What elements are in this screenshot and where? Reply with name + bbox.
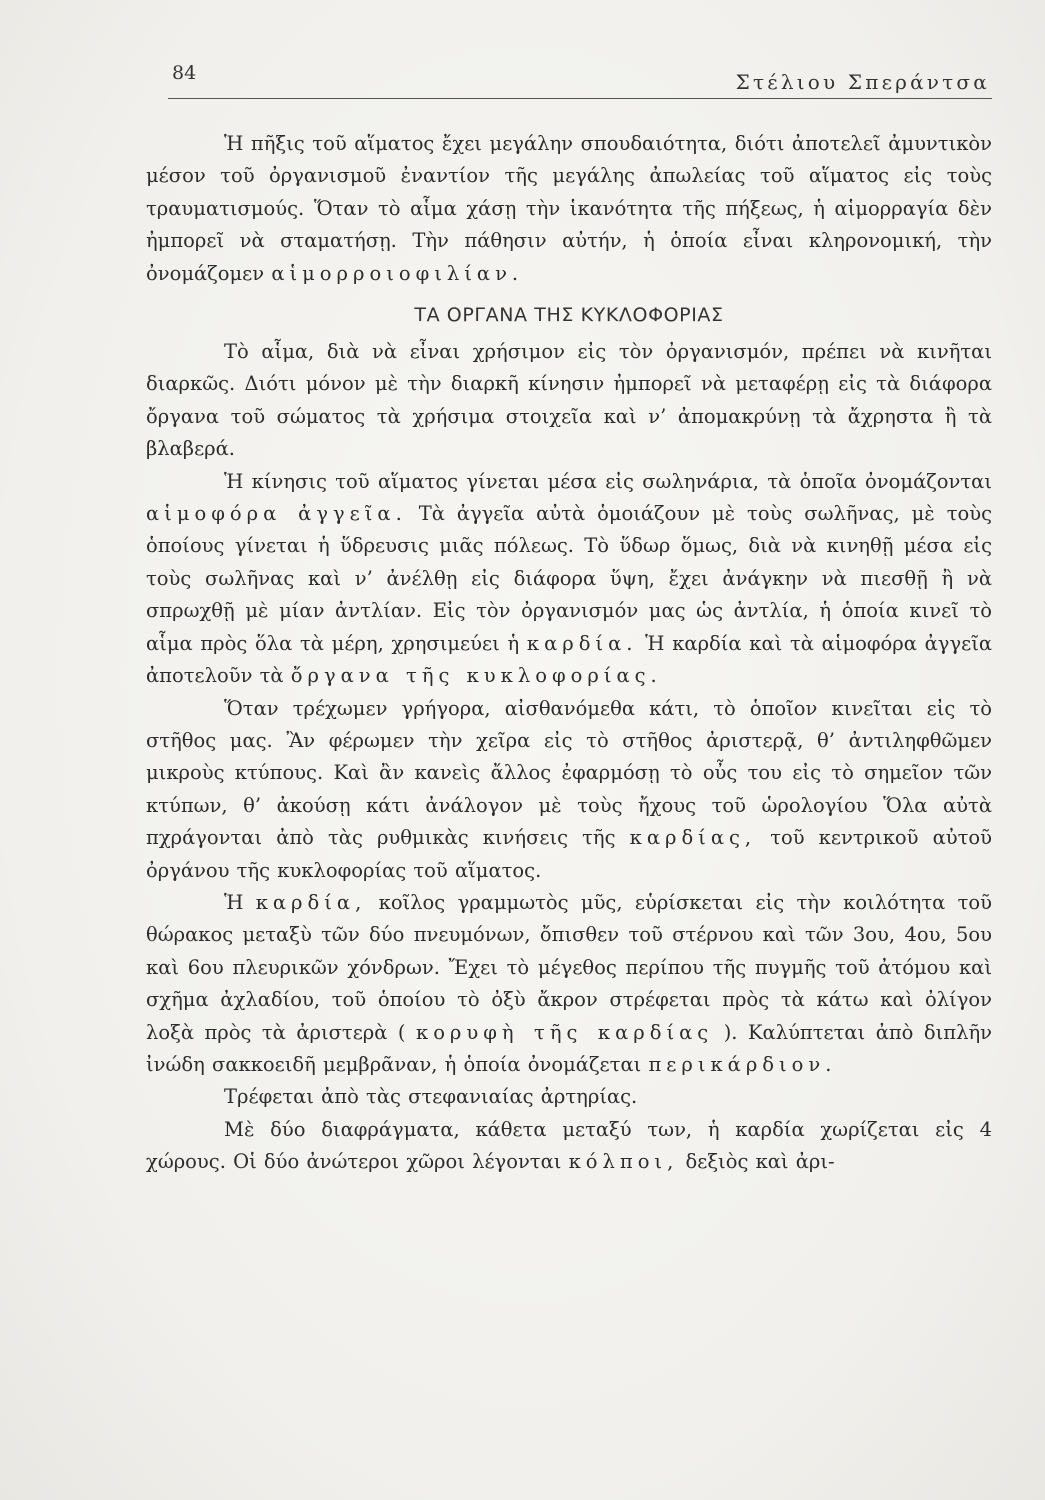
emphasis-term: ὄργανα τῆς κυκλοφορίας. <box>290 664 662 688</box>
text-run: κοῖλος γραμμωτὸς μῦς, εὑρίσκεται εἰς τὴν κοιλότητα τοῦ θώρακος μεταξὺ τῶν δύο πνευμόνων, ὄπισθεν τοῦ στέρνου καὶ τῶν 3ου, 4ου, 5ου καὶ 6ου πλευρικῶν χόνδρων. Ἔχει τὸ μέγεθος περίπου τῆς πυγμῆς τοῦ ἀτόμου καὶ σχῆμα ἀχλαδίου, τοῦ ὁποίου τὸ ὀξὺ ἄκρον στρέφεται πρὸς τὰ κάτω καὶ ὀλίγον λοξὰ πρὸς τὰ ἀριστερὰ ( <box>146 890 993 1044</box>
running-head: Στέλιου Σπεράντσα <box>735 70 990 94</box>
emphasis-term: κορυφὴ τῆς καρδίας <box>416 1020 714 1044</box>
text-run: τοῦ κεντρικοῦ αὐτοῦ ὀργάνου τῆς κυκλοφορίας τοῦ αἵματος. <box>146 826 992 882</box>
page-number: 84 <box>172 62 197 84</box>
paragraph-heart-anatomy <box>146 887 992 1081</box>
paragraph-chambers <box>146 1114 992 1179</box>
paragraph-blood-movement: Τὸ αἷμα, διὰ νὰ εἶναι χρήσιμον εἰς τὸν ὀργανισμόν, πρέπει νὰ κινῆται διαρκῶς. Διότι μόνον μὲ τὴν διαρκῆ κίνησιν ἠμπορεῖ νὰ μεταφέρῃ εἰς τὰ διάφορα ὄργανα τοῦ σώματος τὰ χρήσιμα στοιχεῖα καὶ ν’ ἀπομακρύνῃ τὰ ἄχρηστα ἢ τὰ βλαβερά. <box>146 340 992 461</box>
text-run: Ἡ πῆξις τοῦ αἵματος ἔχει μεγάλην σπουδαιότητα, διότι ἀποτελεῖ ἀμυντικὸν μέσον τοῦ ὀργανισμοῦ ἐναντίον τῆς μεγάλης ἀπωλείας τοῦ αἵματος εἰς τοὺς τραυματισμούς. Ὅταν τὸ αἷμα χάσῃ τὴν ἱκανότητα τῆς πήξεως, ἡ αἱμορραγία δὲν ἠμπορεῖ νὰ σταματήσῃ. Τὴν πάθησιν αὐτήν, ἡ ὁποία εἶναι κληρονομική, τὴν ὀνομάζομεν <box>146 132 992 285</box>
emphasis-term: καρδία. <box>526 631 638 655</box>
emphasis-term: κόλποι, <box>568 1150 679 1174</box>
text-run: Ὅταν τρέχωμεν γρήγορα, αἰσθανόμεθα κάτι, τὸ ὁποῖον κινεῖται εἰς τὸ στῆθος μας. Ἂν φέρωμεν τὴν χεῖρα εἰς τὸ στῆθος ἀριστερᾷ, θ’ ἀντιληφθῶμεν μικροὺς κτύπους. Καὶ ἂν κανεὶς ἄλλος ἐφαρμόσῃ τὸ οὖς του εἰς τὸ σημεῖον τῶν κτύπων, θ’ ἀκούσῃ κάτι ἀνάλογον μὲ τοὺς ἤχους τοῦ ὡρολογίου Ὅλα αὐτὰ πχράγονται ἀπὸ τὰς ρυθμικὰς κινήσεις τῆς <box>146 696 992 850</box>
emphasis-term: καρδία, <box>255 890 367 914</box>
text-run: Μὲ δύο διαφράγματα, κάθετα μεταξύ των, ἡ καρδία χωρίζεται εἰς 4 χώρους. Οἱ δύο ἀνώτεροι χῶροι λέγονται <box>146 1117 992 1174</box>
paragraph-coagulation <box>146 128 992 290</box>
text-run: Τὰ ἀγγεῖα αὐτὰ ὁμοιάζουν μὲ τοὺς σωλῆνας, μὲ τοὺς ὁποίους γίνεται ἡ ὕδρευσις μιᾶς πόλεως. Τὸ ὕδωρ ὅμως, διὰ νὰ κινηθῇ μέσα εἰς τοὺς σωλῆνας καὶ ν’ ἀνέλθῃ εἰς διάφορα ὕψη, ἔχει ἀνάγκην νὰ πιεσθῇ ἢ νὰ σπρωχθῇ μὲ μίαν ἀντλίαν. Εἰς τὸν ὀργανισμόν μας ὡς ἀντλία, ἡ ὁποία κινεῖ τὸ αἷμα πρὸς ὅλα τὰ μέρη, χρησιμεύει ἡ <box>146 502 992 655</box>
paragraph-vessels <box>146 466 992 693</box>
section-heading: ΤΑ ΟΡΓΑΝΑ ΤΗΣ ΚΥΚΛΟΦΟΡΙΑΣ <box>414 304 724 327</box>
text-run: Ἡ <box>224 890 256 914</box>
emphasis-term: καρδίας, <box>629 826 757 850</box>
body-text <box>146 128 992 1179</box>
text-run: Ἡ καρδία καὶ τὰ αἱμοφόρα ἀγγεῖα ἀποτελοῦν τὰ <box>146 631 993 688</box>
paragraph-heartbeat <box>146 693 992 887</box>
text-run: δεξιὸς καὶ ἀρι- <box>678 1150 835 1174</box>
text-run: ). Καλύπτεται ἀπὸ διπλῆν ἰνώδη σακκοειδῆ μεμβρᾶναν, ἡ ὁποία ὀνομάζεται <box>146 1020 992 1076</box>
paragraph-nourishment: Τρέφεται ἀπὸ τὰς στεφανιαίας ἀρτηρίας. <box>224 1085 638 1109</box>
emphasis-term: αἱμορροιοφιλίαν. <box>271 261 524 285</box>
emphasis-term: αἱμοφόρα ἀγγεῖα. <box>146 502 407 526</box>
text-run: Ἡ κίνησις τοῦ αἵματος γίνεται μέσα εἰς σωληνάρια, τὰ ὁποῖα ὀνομάζονται <box>224 469 992 493</box>
page-header <box>168 60 992 99</box>
emphasis-term: περικάρδιον. <box>648 1052 837 1076</box>
